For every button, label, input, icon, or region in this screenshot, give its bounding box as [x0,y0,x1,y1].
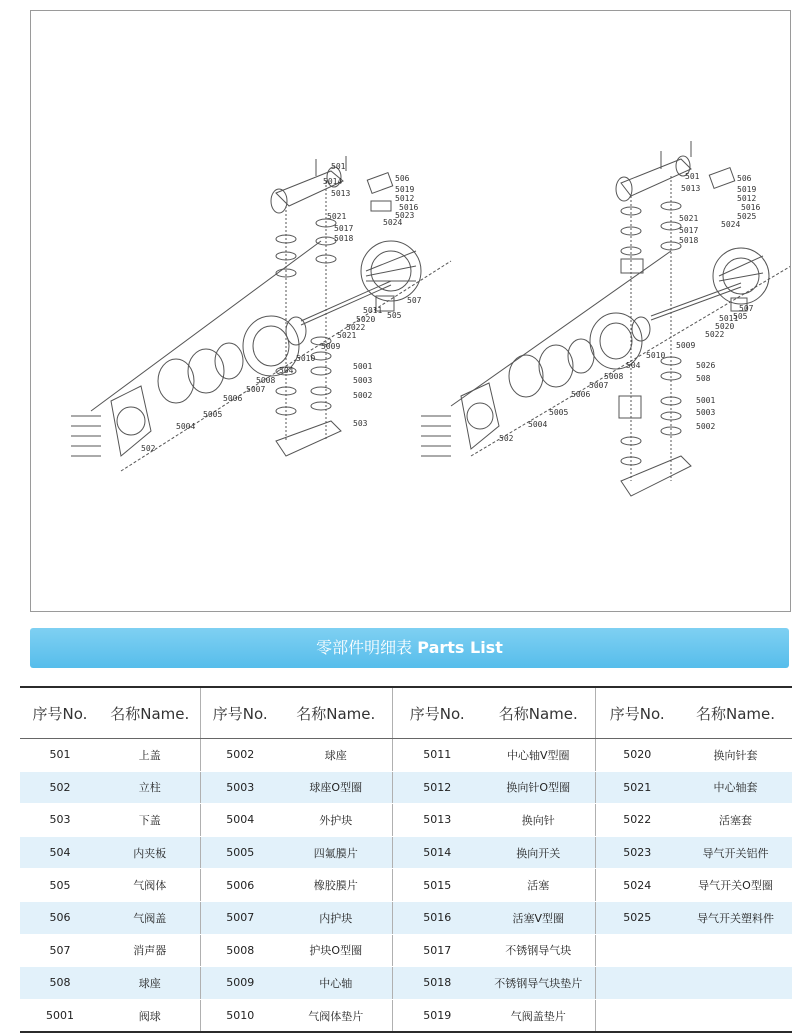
part-name-cell [679,967,792,1000]
table-row [20,836,792,869]
label: 503 [353,419,368,428]
part-name-cell: 橡胶膜片 [280,869,392,902]
label: 5009 [321,342,341,351]
label: 5001 [353,362,373,371]
label: 5020 [356,315,376,324]
part-number-cell: 5021 [595,771,679,804]
label: 504 [279,366,294,375]
table-row [20,934,792,967]
label: 5014 [323,177,343,186]
label: 5006 [223,394,243,403]
part-number-cell: 502 [20,771,100,804]
part-number-cell: 5020 [595,739,679,772]
label: 502 [499,434,514,443]
exploded-diagram [30,10,791,612]
label: 5001 [696,396,716,405]
part-name-cell: 外护块 [280,804,392,837]
part-number-cell: 5017 [392,934,482,967]
label: 505 [387,311,402,320]
part-number-cell: 5013 [392,804,482,837]
part-name-cell: 球座O型圈 [280,771,392,804]
part-number-cell: 501 [20,739,100,772]
part-number-cell: 5010 [200,999,280,1032]
left-labels [141,162,422,453]
table-row [20,739,792,772]
label: 5013 [331,189,351,198]
label: 5024 [383,218,403,227]
part-number-cell: 503 [20,804,100,837]
part-number-cell: 5004 [200,804,280,837]
part-number-cell: 5008 [200,934,280,967]
part-number-cell: 5012 [392,771,482,804]
label: 5016 [741,203,761,212]
part-name-cell: 换向针O型圈 [482,771,595,804]
label: 501 [685,172,700,181]
label: 504 [626,361,641,370]
label: 5003 [696,408,716,417]
part-number-cell: 5001 [20,999,100,1032]
label: 5021 [679,214,699,223]
label: 507 [407,296,422,305]
part-name-cell: 气阀体垫片 [280,999,392,1032]
part-number-cell: 5002 [200,739,280,772]
part-number-cell: 5014 [392,836,482,869]
part-number-cell: 5019 [392,999,482,1032]
part-name-cell: 导气开关铝件 [679,836,792,869]
part-name-cell: 活塞V型圈 [482,901,595,934]
label: 5004 [176,422,196,431]
parts-table [20,686,792,1033]
label: 5007 [589,381,609,390]
label: 5009 [676,341,696,350]
part-name-cell: 护块O型圈 [280,934,392,967]
part-name-cell: 换向开关 [482,836,595,869]
part-name-cell: 消声器 [100,934,200,967]
label: 5002 [696,422,716,431]
part-name-cell [679,934,792,967]
part-number-cell: 5007 [200,901,280,934]
label: 5003 [353,376,373,385]
table-row [20,771,792,804]
label: 501 [331,162,346,171]
part-number-cell: 5003 [200,771,280,804]
part-name-cell: 不锈钢导气块 [482,934,595,967]
part-name-cell: 中心轴V型圈 [482,739,595,772]
label: 502 [141,444,156,453]
label: 507 [739,304,754,313]
label: 5012 [737,194,757,203]
part-number-cell: 5011 [392,739,482,772]
label: 5005 [549,408,569,417]
part-number-cell [595,999,679,1032]
table-row [20,901,792,934]
banner-title-en: Parts List [417,638,503,657]
column-header-no: 序号No. [392,687,482,739]
label: 5019 [737,185,757,194]
label: 5025 [737,212,757,221]
part-number-cell: 5005 [200,836,280,869]
part-name-cell: 换向针 [482,804,595,837]
label: 5011 [719,314,739,323]
label: 5004 [528,420,548,429]
part-name-cell: 球座 [280,739,392,772]
label: 5005 [203,410,223,419]
label: 508 [696,374,711,383]
part-name-cell: 阀球 [100,999,200,1032]
part-name-cell: 导气开关塑料件 [679,901,792,934]
part-name-cell: 球座 [100,967,200,1000]
part-name-cell [679,999,792,1032]
label: 5016 [399,203,419,212]
column-header-name: 名称Name. [482,687,595,739]
label: 5026 [696,361,716,370]
part-number-cell: 5016 [392,901,482,934]
banner-title-cn: 零部件明细表 [316,638,413,657]
part-name-cell: 活塞 [482,869,595,902]
label: 5020 [715,322,735,331]
part-name-cell: 气阀盖 [100,901,200,934]
part-number-cell: 5015 [392,869,482,902]
part-name-cell: 气阀盖垫片 [482,999,595,1032]
part-name-cell: 导气开关O型圈 [679,869,792,902]
table-header-row [20,687,792,739]
label: 5006 [571,390,591,399]
label: 5021 [337,331,357,340]
part-number-cell: 5018 [392,967,482,1000]
part-number-cell [595,934,679,967]
part-name-cell: 不锈钢导气块垫片 [482,967,595,1000]
part-number-cell: 508 [20,967,100,1000]
column-header-no: 序号No. [595,687,679,739]
label: 5008 [604,372,624,381]
part-name-cell: 中心轴 [280,967,392,1000]
part-number-cell: 505 [20,869,100,902]
part-number-cell: 5024 [595,869,679,902]
part-name-cell: 立柱 [100,771,200,804]
table-row [20,869,792,902]
label: 5021 [327,212,347,221]
label: 5010 [296,354,316,363]
label: 5022 [346,323,366,332]
parts-list-banner [30,628,789,668]
table-row [20,999,792,1032]
column-header-name: 名称Name. [100,687,200,739]
part-name-cell: 内护块 [280,901,392,934]
part-number-cell: 5009 [200,967,280,1000]
column-header-name: 名称Name. [679,687,792,739]
label: 5013 [681,184,701,193]
label: 5018 [334,234,354,243]
column-header-no: 序号No. [20,687,100,739]
part-name-cell: 四氟膜片 [280,836,392,869]
diagram-svg [31,11,790,611]
part-name-cell: 下盖 [100,804,200,837]
part-name-cell: 气阀体 [100,869,200,902]
column-header-name: 名称Name. [280,687,392,739]
label: 5018 [679,236,699,245]
label: 5012 [395,194,415,203]
label: 5007 [246,385,266,394]
part-number-cell: 5023 [595,836,679,869]
label: 5002 [353,391,373,400]
label: 5019 [395,185,415,194]
label: 5023 [395,211,415,220]
part-number-cell: 504 [20,836,100,869]
part-number-cell [595,967,679,1000]
label: 5022 [705,330,725,339]
label: 5017 [679,226,699,235]
label: 506 [737,174,752,183]
part-name-cell: 上盖 [100,739,200,772]
label: 5024 [721,220,741,229]
part-number-cell: 5022 [595,804,679,837]
label: 505 [733,312,748,321]
part-number-cell: 507 [20,934,100,967]
part-number-cell: 5006 [200,869,280,902]
part-name-cell: 换向针套 [679,739,792,772]
part-number-cell: 506 [20,901,100,934]
table-row [20,967,792,1000]
label: 506 [395,174,410,183]
part-name-cell: 活塞套 [679,804,792,837]
parts-table-body [20,739,792,1033]
label: 5008 [256,376,276,385]
part-number-cell: 5025 [595,901,679,934]
label: 5010 [646,351,666,360]
label: 5017 [334,224,354,233]
table-row [20,804,792,837]
part-name-cell: 中心轴套 [679,771,792,804]
column-header-no: 序号No. [200,687,280,739]
label: 5011 [363,306,383,315]
part-name-cell: 内夹板 [100,836,200,869]
